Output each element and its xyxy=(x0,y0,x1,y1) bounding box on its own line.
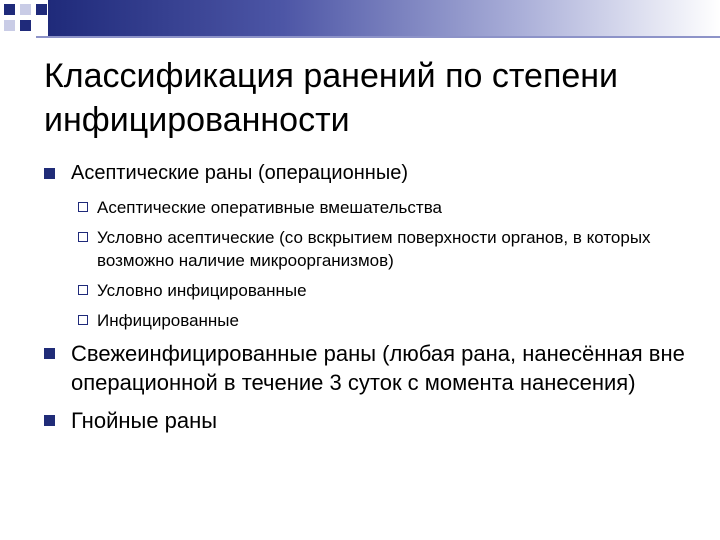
sub-list-item xyxy=(78,226,694,272)
square-bullet-icon xyxy=(44,415,55,426)
header-divider xyxy=(36,36,720,38)
sub-list-item xyxy=(78,196,694,219)
hollow-square-bullet-icon xyxy=(78,285,88,295)
list-item xyxy=(44,406,694,435)
decor-square xyxy=(20,4,31,15)
bullet-list xyxy=(44,160,694,444)
square-bullet-icon xyxy=(44,168,55,179)
list-item-text: Свежеинфицированные раны (любая рана, нанесённая вне операционной в течение 3 суток с момента нанесения) xyxy=(71,341,685,395)
hollow-square-bullet-icon xyxy=(78,202,88,212)
sub-list xyxy=(44,196,694,332)
sub-list-item xyxy=(78,279,694,302)
list-item-text: Асептические раны (операционные) xyxy=(71,162,408,184)
decor-square xyxy=(36,4,47,15)
list-item xyxy=(44,339,694,397)
hollow-square-bullet-icon xyxy=(78,232,88,242)
decor-square xyxy=(20,20,31,31)
sub-list-item-text: Условно асептические (со вскрытием поверхности органов, в которых возможно наличие микроорганизмов) xyxy=(97,228,651,270)
list-item xyxy=(44,160,694,187)
slide-title: Классификация ранений по степени инфицированности xyxy=(44,57,619,139)
list-item-text: Гнойные раны xyxy=(71,408,218,433)
decor-square xyxy=(4,20,15,31)
header-squares xyxy=(0,0,720,36)
sub-list-item-text: Асептические оперативные вмешательства xyxy=(97,198,442,217)
sub-list-item-text: Инфицированные xyxy=(97,311,239,330)
hollow-square-bullet-icon xyxy=(78,315,88,325)
decor-square xyxy=(4,4,15,15)
sub-list-item-text: Условно инфицированные xyxy=(97,281,307,300)
sub-list-item xyxy=(78,309,694,332)
square-bullet-icon xyxy=(44,348,55,359)
